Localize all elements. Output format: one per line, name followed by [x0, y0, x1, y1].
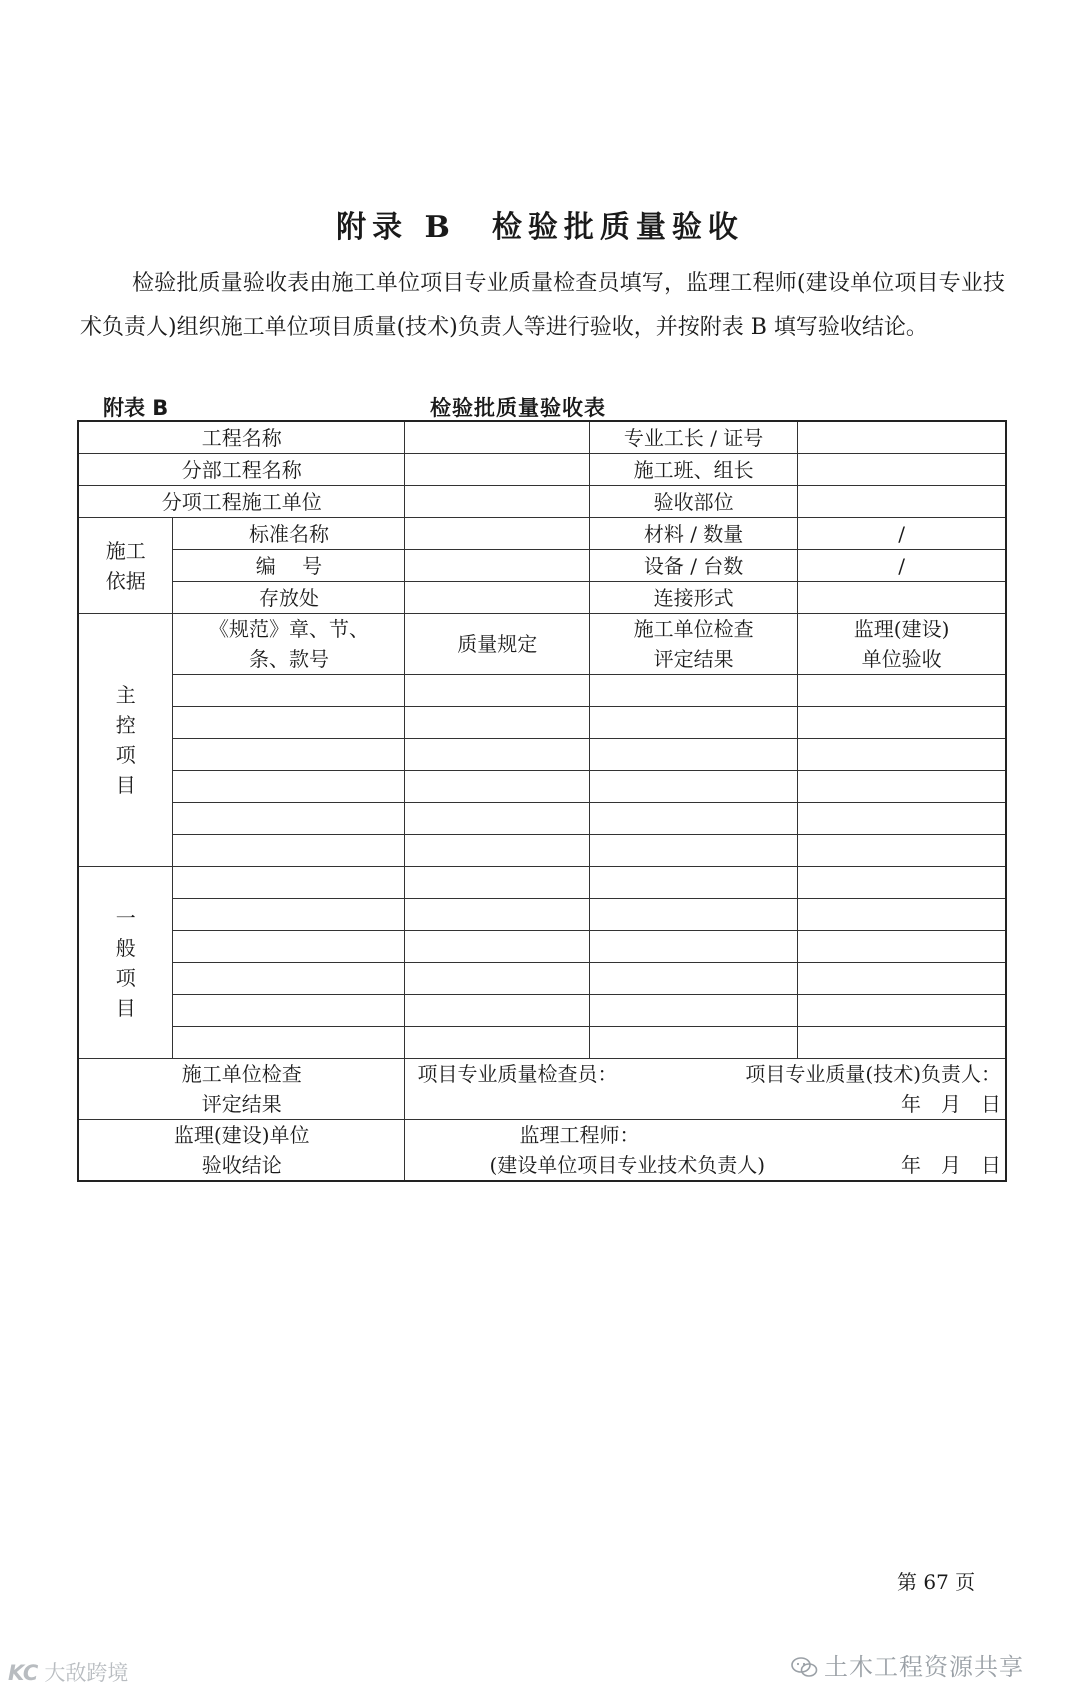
- table-row: [78, 707, 1006, 739]
- general-item-cell[interactable]: [405, 867, 590, 899]
- team-leader-label: 施工班、组长: [589, 454, 797, 486]
- code-no-label: 编 号: [173, 550, 405, 582]
- table-row: [78, 454, 1006, 486]
- main-item-cell[interactable]: [405, 835, 590, 867]
- watermark-left-logo: KC: [8, 1661, 39, 1685]
- standard-name-label: 标准名称: [173, 518, 405, 550]
- main-items-label: 主 控 项 目: [78, 614, 173, 867]
- table-row: [78, 803, 1006, 835]
- general-item-cell[interactable]: [173, 899, 405, 931]
- general-item-cell[interactable]: [798, 867, 1006, 899]
- connection-label: 连接形式: [589, 582, 797, 614]
- main-item-cell[interactable]: [173, 771, 405, 803]
- watermark-right-text: 土木工程资源共享: [824, 1653, 1024, 1681]
- main-item-cell[interactable]: [405, 803, 590, 835]
- watermark-left: [8, 1657, 128, 1687]
- general-item-cell[interactable]: [589, 963, 797, 995]
- contractor-check-header: 施工单位检查 评定结果: [589, 614, 797, 675]
- table-row: [78, 899, 1006, 931]
- table-row: [78, 582, 1006, 614]
- code-no-value[interactable]: [405, 550, 590, 582]
- general-item-cell[interactable]: [798, 931, 1006, 963]
- general-item-cell[interactable]: [173, 867, 405, 899]
- supervisor-result-label: 监理(建设)单位 验收结论: [78, 1120, 405, 1182]
- main-item-cell[interactable]: [173, 803, 405, 835]
- contractor-date: 年 月 日: [901, 1092, 1001, 1116]
- main-item-cell[interactable]: [405, 675, 590, 707]
- table-row: [78, 421, 1006, 454]
- team-leader-value[interactable]: [798, 454, 1006, 486]
- table-row: [78, 1027, 1006, 1059]
- general-item-cell[interactable]: [405, 995, 590, 1027]
- general-item-cell[interactable]: [589, 867, 797, 899]
- connection-value[interactable]: [798, 582, 1006, 614]
- clause-header: 《规范》章、节、 条、款号: [173, 614, 405, 675]
- equipment-qty-value[interactable]: /: [798, 550, 1006, 582]
- general-item-cell[interactable]: [798, 899, 1006, 931]
- main-item-cell[interactable]: [589, 739, 797, 771]
- table-row: [78, 867, 1006, 899]
- storage-label: 存放处: [173, 582, 405, 614]
- table-row: [78, 739, 1006, 771]
- general-items-label: 一 般 项 目: [78, 867, 173, 1059]
- table-row: [78, 995, 1006, 1027]
- table-row: [78, 518, 1006, 550]
- watermark-right: [790, 1647, 1024, 1682]
- table-row: [78, 550, 1006, 582]
- main-item-cell[interactable]: [798, 835, 1006, 867]
- general-item-cell[interactable]: [173, 995, 405, 1027]
- main-item-cell[interactable]: [798, 739, 1006, 771]
- table-row: [78, 771, 1006, 803]
- general-item-cell[interactable]: [589, 995, 797, 1027]
- main-item-cell[interactable]: [405, 739, 590, 771]
- inspector-label: 项目专业质量检查员：: [417, 1062, 618, 1086]
- table-row: [78, 835, 1006, 867]
- project-name-label: 工程名称: [78, 421, 405, 454]
- engineer-label: 监理工程师：: [519, 1123, 640, 1147]
- supervisor-date: 年 月 日: [901, 1153, 1001, 1177]
- manager-label: 项目专业质量(技术)负责人：: [745, 1062, 1001, 1086]
- table-row: [78, 1120, 1006, 1182]
- table-row: [78, 931, 1006, 963]
- sub-project-name-label: 分部工程名称: [78, 454, 405, 486]
- main-item-cell[interactable]: [589, 803, 797, 835]
- supervisor-accept-header: 监理(建设) 单位验收: [798, 614, 1006, 675]
- main-item-cell[interactable]: [589, 771, 797, 803]
- general-item-cell[interactable]: [405, 963, 590, 995]
- table-label: 附表 B: [103, 396, 169, 420]
- general-item-cell[interactable]: [405, 931, 590, 963]
- wechat-icon: [790, 1656, 818, 1678]
- main-item-cell[interactable]: [405, 771, 590, 803]
- general-item-cell[interactable]: [173, 1027, 405, 1059]
- general-item-cell[interactable]: [798, 1027, 1006, 1059]
- main-item-cell[interactable]: [798, 771, 1006, 803]
- main-item-cell[interactable]: [589, 835, 797, 867]
- main-item-cell[interactable]: [589, 675, 797, 707]
- general-item-cell[interactable]: [589, 899, 797, 931]
- quality-rule-header: 质量规定: [405, 614, 590, 675]
- main-item-cell[interactable]: [798, 675, 1006, 707]
- general-item-cell[interactable]: [798, 963, 1006, 995]
- general-item-cell[interactable]: [405, 899, 590, 931]
- sub-item-unit-label: 分项工程施工单位: [78, 486, 405, 518]
- general-item-cell[interactable]: [589, 1027, 797, 1059]
- intro-paragraph: 检验批质量验收表由施工单位项目专业质量检查员填写，监理工程师(建设单位项目专业技术负责人)组织施工单位项目质量(技术)负责人等进行验收，并按附表 B 填写验收结论。: [80, 271, 1005, 340]
- foreman-cert-value[interactable]: [798, 421, 1006, 454]
- equipment-qty-label: 设备 / 台数: [589, 550, 797, 582]
- general-item-cell[interactable]: [173, 963, 405, 995]
- main-item-cell[interactable]: [173, 739, 405, 771]
- table-row: [78, 614, 1006, 675]
- main-item-cell[interactable]: [405, 707, 590, 739]
- main-item-cell[interactable]: [589, 707, 797, 739]
- project-name-value[interactable]: [405, 421, 590, 454]
- main-item-cell[interactable]: [173, 835, 405, 867]
- table-title: 检验批质量验收表: [430, 396, 606, 420]
- main-item-cell[interactable]: [798, 707, 1006, 739]
- main-item-cell[interactable]: [173, 675, 405, 707]
- basis-label: 施工 依据: [78, 518, 173, 614]
- page-number: 第 67 页: [897, 1570, 976, 1594]
- contractor-result-signature[interactable]: [405, 1059, 1006, 1120]
- acceptance-form-table: [77, 420, 1007, 1182]
- general-item-cell[interactable]: [173, 931, 405, 963]
- page-title: 附录 B 检验批质量验收: [336, 210, 744, 245]
- supervisor-result-signature[interactable]: [405, 1120, 1006, 1182]
- acceptance-part-label: 验收部位: [589, 486, 797, 518]
- table-row: [78, 675, 1006, 707]
- sub-item-unit-value[interactable]: [405, 486, 590, 518]
- general-item-cell[interactable]: [798, 995, 1006, 1027]
- general-item-cell[interactable]: [405, 1027, 590, 1059]
- main-item-cell[interactable]: [173, 707, 405, 739]
- table-row: [78, 486, 1006, 518]
- table-row: [78, 963, 1006, 995]
- material-qty-label: 材料 / 数量: [589, 518, 797, 550]
- watermark-left-text: 大敌跨境: [44, 1661, 129, 1685]
- contractor-result-label: 施工单位检查 评定结果: [78, 1059, 405, 1120]
- storage-value[interactable]: [405, 582, 590, 614]
- main-item-cell[interactable]: [798, 803, 1006, 835]
- acceptance-part-value[interactable]: [798, 486, 1006, 518]
- general-item-cell[interactable]: [589, 931, 797, 963]
- standard-name-value[interactable]: [405, 518, 590, 550]
- owner-rep-label: (建设单位项目专业技术负责人): [489, 1153, 766, 1177]
- table-row: [78, 1059, 1006, 1120]
- foreman-cert-label: 专业工长 / 证号: [589, 421, 797, 454]
- material-qty-value[interactable]: /: [798, 518, 1006, 550]
- sub-project-name-value[interactable]: [405, 454, 590, 486]
